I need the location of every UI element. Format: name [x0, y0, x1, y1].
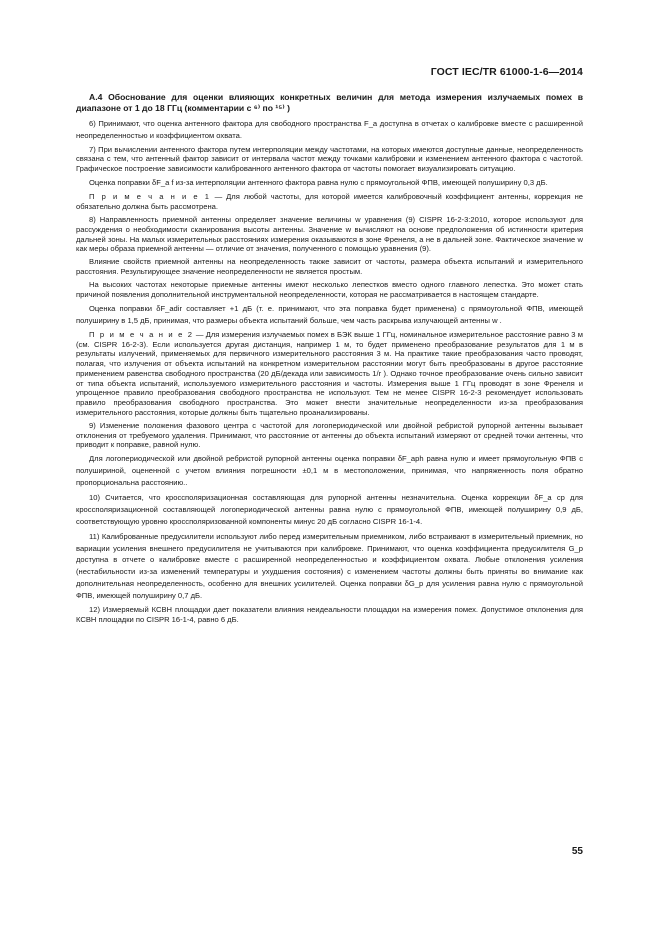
note-1	[76, 192, 583, 211]
note-2-text: — Для измерения излучаемых помех в БЭК выше 1 ГГц, номинальное измерительное расстояние равно 3 м (см. CISPR 16-2-3). Если используется другая дистанция, например 1 м, то будет применено преобразование результатов для 1 м в результаты излучений, применяемых для первичного измерительного расстояния 3 м. На практике такие преобразования часто проводят, полагая, что излучения от объекта испытаний на конкретном измерительном расстоянии могут быть преобразованы в другое расстояние применением равенства свободного пространства (20 дБ/декада или зависимость 1/r ). Однако точное преобразование очень сильно зависит от типа объекта испытаний, используемого измерительного расстояния и частоты. Измерения выше 1 ГГц проводят в зоне Френеля и упрощенное правило преобразования свободного пространства не используют. Тем не менее CISPR 16-2-3 рекомендует использовать правило преобразования свободного пространства. Это может внести значительные неопределенности из-за преобразования измерительного расстояния, которые должны быть тщательно проанализированы.	[76, 330, 583, 417]
section-title: А.4 Обоснование для оценки влияющих конкретных величин для метода измерения излучаемых помех в диапазоне от 1 до 18 ГГц (комментарии с ⁶⁾ по ¹⁵⁾ )	[76, 92, 583, 114]
standard-code-header: ГОСТ IEC/TR 61000-1-6—2014	[430, 66, 583, 78]
page-body	[76, 92, 583, 628]
note-2-label: П р и м е ч а н и е 2	[89, 330, 194, 340]
page-number: 55	[571, 846, 583, 857]
paragraph-8-lobes: На высоких частотах некоторые приемные антенны имеют несколько лепестков вместо одного главного лепестка. Это может стать причиной появления дополнительной инструментальной неопределенности, которая не рассматривается в настоящем стандарте.	[76, 280, 583, 299]
paragraph-8-influence: Влияние свойств приемной антенны на неопределенность также зависит от частоты, размера объекта испытаний и измерительного расстояния. Результирующее значение неопределенности не является простым.	[76, 257, 583, 277]
paragraph-8-correction: Оценка поправки δF_adir составляет +1 дБ (т. е. принимают, что эта поправка будет применена) с прямоугольной ФПВ, имеющей полуширину в 1,5 дБ, принимая, что размеры объекта испытаний больше, чем часть раскрыва излучающей антенны w .	[76, 304, 583, 325]
paragraph-9: 9) Изменение положения фазового центра с частотой для логопериодической или двойной ребристой рупорной антенны вызывает отклонения от требуемого удаления. Принимают, что расстояние от антенны до объекта испытаний измеряют от средней точки антенны, что приводит к поправке, равной нулю.	[76, 420, 583, 450]
paragraph-8: 8) Направленность приемной антенны определяет значение величины w уравнения (9) CISPR 16-2-3:2010, которое используют для рассуждения о необходимости сканирования высоты антенны. Значение w вычисляют на основе предположения об истинности критерия дальней зоны. На малых измерительных расстояниях измерения оказываются в зоне Френеля, а не в дальней зоне. Фактическое значение w как меры образа приемной антенны — отличие от значения, полученного с помощью уравнения (9).	[76, 215, 583, 254]
note-1-text: — Для любой частоты, для которой имеется калибровочный коэффициент антенны, коррекция не обязательно должна быть рассмотрена.	[76, 192, 583, 212]
paragraph-7-correction: Оценка поправки δF_a f из-за интерполяции антенного фактора равна нулю с прямоугольной ФПВ, имеющей полуширину 0,3 дБ.	[89, 178, 548, 188]
paragraph-9-correction: Для логопериодической или двойной ребристой рупорной антенны оценка поправки δF_aph равна нулю и имеет прямоугольную ФПВ с полушириной, оцененной с учетом влияния погрешности ±0,1 м в местоположении, принимая, что напряженность поля обратно пропорциональна расстоянию..	[76, 454, 583, 487]
paragraph-7: 7) При вычислении антенного фактора путем интерполяции между частотами, на которых имеются доступные данные, неопределенность связана с тем, что антенный фактор зависит от интервала частот между точками калибровки и изменением антенного фактора с частотой. Графическое построение зависимости калиброванного антенного фактора от частоты помогает визуализировать ситуацию.	[76, 144, 583, 174]
note-1-label: П р и м е ч а н и е 1	[89, 192, 211, 202]
paragraph-10: 10) Считается, что кроссполяризационная составляющая для рупорной антенны незначительна. Оценка коррекции δF_a cp для кроссполяризационной составляющей логопериодической антенны равна нулю с прямоугольной ФПВ, имеющей полуширину 0,9 дБ, соответствующую уровню кроссполяризованной компоненты минус 20 дБ согласно CISPR 16-1-4.	[76, 493, 583, 526]
note-2	[76, 330, 583, 417]
paragraph-6: 6) Принимают, что оценка антенного фактора для свободного пространства F_a доступна в отчетах о калибровке вместе с расширенной неопределенностью и коэффициентом охвата.	[76, 118, 583, 140]
paragraph-12: 12) Измеряемый КСВН площадки дает показатели влияния неидеальности площадки на измерения помех. Допустимое отклонения для КСВН площадки по CISPR 16-1-4, равно 6 дБ.	[76, 604, 583, 624]
paragraph-11: 11) Калиброванные предусилители используют либо перед измерительным приемником, либо встраивают в измерительный приемник, но вариации усиления внешнего предусилителя не учитываются при калибровке. Принимают, что оценка коэффициента предусилителя G_p доступна в отчете о калибровке вместе с расширенной неопределенностью и коэффициентом охвата. Любые отклонения усиления (нестабильности из-за изменений температуры и ухудшения состояния) с изменением частоты должны быть приняты во внимание как дополнительная неопределенность, особенно для внешних усилителей. Оценка поправки δG_p для усиления равна нулю с прямоугольной ФПВ, имеющей полуширину 0,7 дБ.	[76, 531, 583, 600]
